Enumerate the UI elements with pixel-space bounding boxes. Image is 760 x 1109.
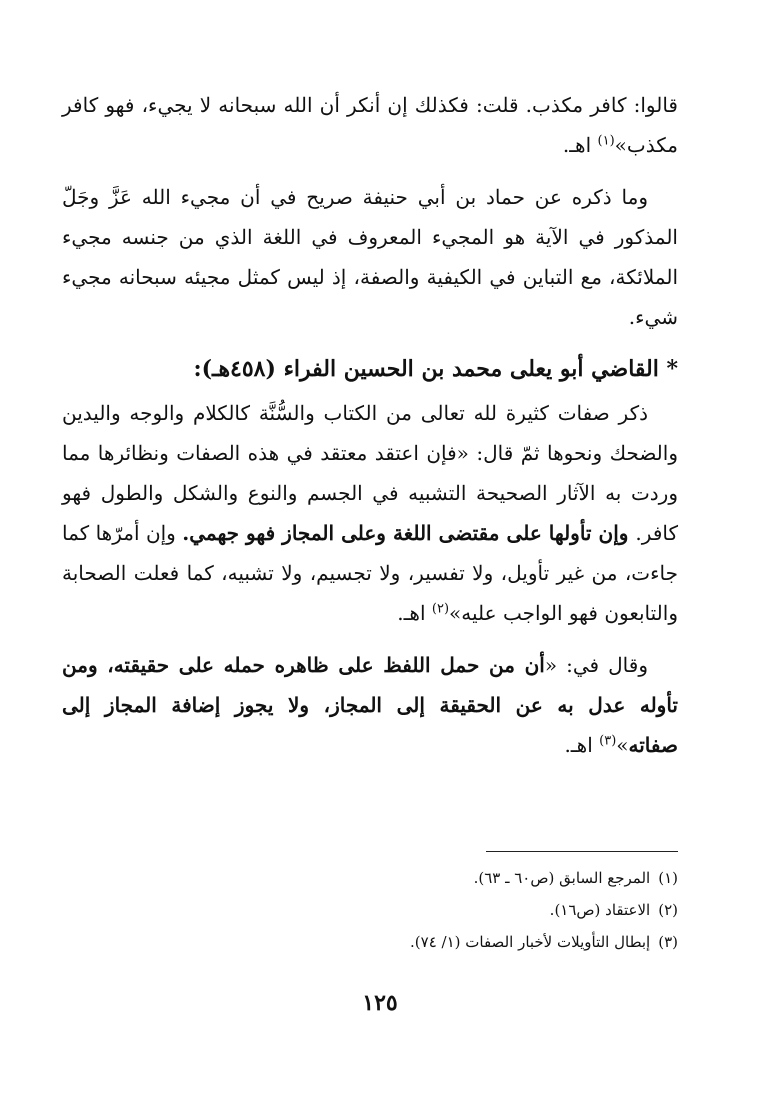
paragraph-1-end: اهـ. [562,133,598,157]
paragraph-4-close: » [616,733,629,757]
footnote-3 [62,926,678,958]
footnote-1-text: المرجع السابق (ص٦٠ ـ ٦٣). [473,869,651,887]
paragraph-4 [62,645,678,765]
footnote-3-text: إبطال التأويلات لأخبار الصفات (١/ ٧٤). [410,933,651,951]
paragraph-4-lead: وقال في: « [544,653,648,677]
footnote-1-number: (١) [658,869,678,887]
footnote-ref-3: (٣) [599,733,617,749]
footnote-2-text: الاعتقاد (ص١٦). [549,901,651,919]
footnote-separator [486,851,678,852]
paragraph-4-bold: أن من حمل اللفظ على ظاهره حمله على حقيقته، ومن تأوله عدل به عن الحقيقة إلى المجاز، ولا يجوز إضافة المجاز إلى صفاته [62,653,678,757]
main-text [62,85,678,777]
paragraph-1 [62,85,678,165]
paragraph-3-end: اهـ. [397,601,432,625]
paragraph-2: وما ذكره عن حماد بن أبي حنيفة صريح في أن مجيء الله عَزَّ وجَلّ المذكور في الآية هو المجيء المعروف في اللغة الذي من جنسه مجيء الملائكة، مع التباين في الكيفية والصفة، إذ ليس كمثل مجيئه سبحانه مجيء شيء. [62,185,678,329]
footnote-2 [62,894,678,926]
footnote-ref-1: (١) [597,133,615,149]
paragraph-3 [62,393,678,633]
footnotes [62,862,678,958]
paragraph-3-bold: وإن تأولها على مقتضى اللغة وعلى المجاز فهو جهمي. [182,521,636,545]
footnote-2-number: (٢) [658,901,678,919]
page-number: ١٢٥ [362,990,398,1016]
paragraph-3-text-b: وإن أمرّها كما جاءت، من غير تأويل، ولا تفسير، ولا تجسيم، ولا تشبيه، كما فعلت الصحابة والتابعون فهو الواجب عليه» [62,521,678,625]
paragraph-3-text-a: ذكر صفات كثيرة لله تعالى من الكتاب والسُّنَّة كالكلام والوجه واليدين والضحك ونحوها ثمّ قال: «فإن اعتقد معتقد في هذه الصفات ونظائرها مما وردت به الآثار الصحيحة التشبيه في الجسم والنوع والشكل والطول فهو كافر. [62,401,678,545]
paragraph-1-text: قالوا: كافر مكذب. قلت: فكذلك إن أنكر أن الله سبحانه لا يجيء، فهو كافر مكذب» [62,93,678,157]
footnote-1 [62,862,678,894]
footnote-ref-2: (٢) [431,601,450,617]
footnote-3-number: (٣) [658,933,678,951]
paragraph-4-end: اهـ. [564,733,600,757]
section-heading: * القاضي أبو يعلى محمد بن الحسين الفراء (٤٥٨هـ): [193,356,678,382]
